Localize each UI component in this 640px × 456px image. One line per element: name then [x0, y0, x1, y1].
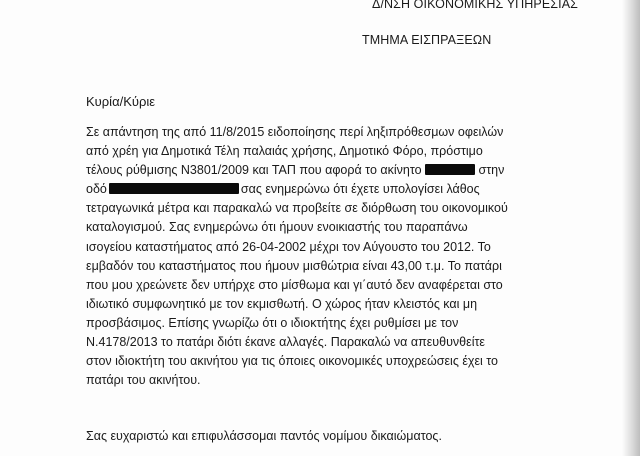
- body-line-3: [86, 161, 508, 180]
- body-line-9: που μου χρεώνετε δεν υπήρχε στο μίσθωμα και γι΄αυτό δεν αναφέρεται στο: [86, 277, 503, 292]
- body-line-12: Ν.4178/2013 το πατάρι διότι έκανε αλλαγές. Παρακαλώ να απευθυνθείτε: [86, 335, 485, 350]
- body-line-6: καταλογισμού. Σας ενημερώνω ότι ήμουν ενοικιαστής του παραπάνω: [86, 220, 468, 235]
- closing-line: Σας ευχαριστώ και επιφυλάσσομαι παντός νομίμου δικαιώματος.: [86, 429, 442, 443]
- body-line-4-before: οδό: [86, 182, 107, 197]
- body-line-1: Σε απάντηση της από 11/8/2015 ειδοποίησης περί ληξιπρόθεσμων οφειλών: [86, 125, 504, 139]
- body-line-13: στον ιδιοκτήτη του ακινήτου για τις όποιες οικονομικές υποχρεώσεις έχει το: [86, 354, 498, 369]
- salutation: Κυρία/Κύριε: [86, 94, 156, 109]
- redaction-bar: [109, 183, 239, 194]
- body-line-3-before: τέλους ρύθμισης Ν3801/2009 και ΤΑΠ που αφορά το ακίνητο: [86, 163, 422, 178]
- scan-edge-shadow: [622, 0, 640, 456]
- body-line-2: από χρέη για Δημοτικά Τέλη παλαιάς χρήσης, Δημοτικό Φόρο, πρόστιμο: [86, 144, 483, 159]
- redaction-bar: [425, 164, 475, 175]
- body-line-5: τετραγωνικά μέτρα και παρακαλώ να προβείτε σε διόρθωση του οικονομικού: [86, 201, 508, 216]
- body-paragraph: [86, 123, 508, 390]
- body-line-4: [86, 180, 508, 199]
- body-line-11: προσβάσιμος. Επίσης γνωρίζω ότι ο ιδιοκτήτης έχει ρυθμίσει με τον: [86, 315, 459, 330]
- body-line-14: πατάρι του ακινήτου.: [86, 373, 201, 388]
- department-header: Δ/ΝΣΗ ΟΙΚΟΝΟΜΙΚΗΣ ΥΠΗΡΕΣΙΑΣ: [372, 0, 578, 11]
- body-line-10: ιδιωτικό συμφωνητικό με τον εκμισθωτή. Ο χώρος ήταν κλειστός και μη: [86, 296, 478, 311]
- body-line-7: ισογείου καταστήματος από 26-04-2002 μέχρι τον Αύγουστο του 2012. Το: [86, 239, 491, 254]
- section-header: ΤΜΗΜΑ ΕΙΣΠΡΑΞΕΩΝ: [362, 33, 492, 47]
- body-line-8: εμβαδόν του καταστήματος που ήμουν μισθώτρια είναι 43,00 τ.μ. Το πατάρι: [86, 258, 502, 273]
- body-line-3-after: στην: [478, 163, 505, 178]
- body-line-4-after: σας ενημερώνω ότι έχετε υπολογίσει λάθος: [240, 182, 480, 197]
